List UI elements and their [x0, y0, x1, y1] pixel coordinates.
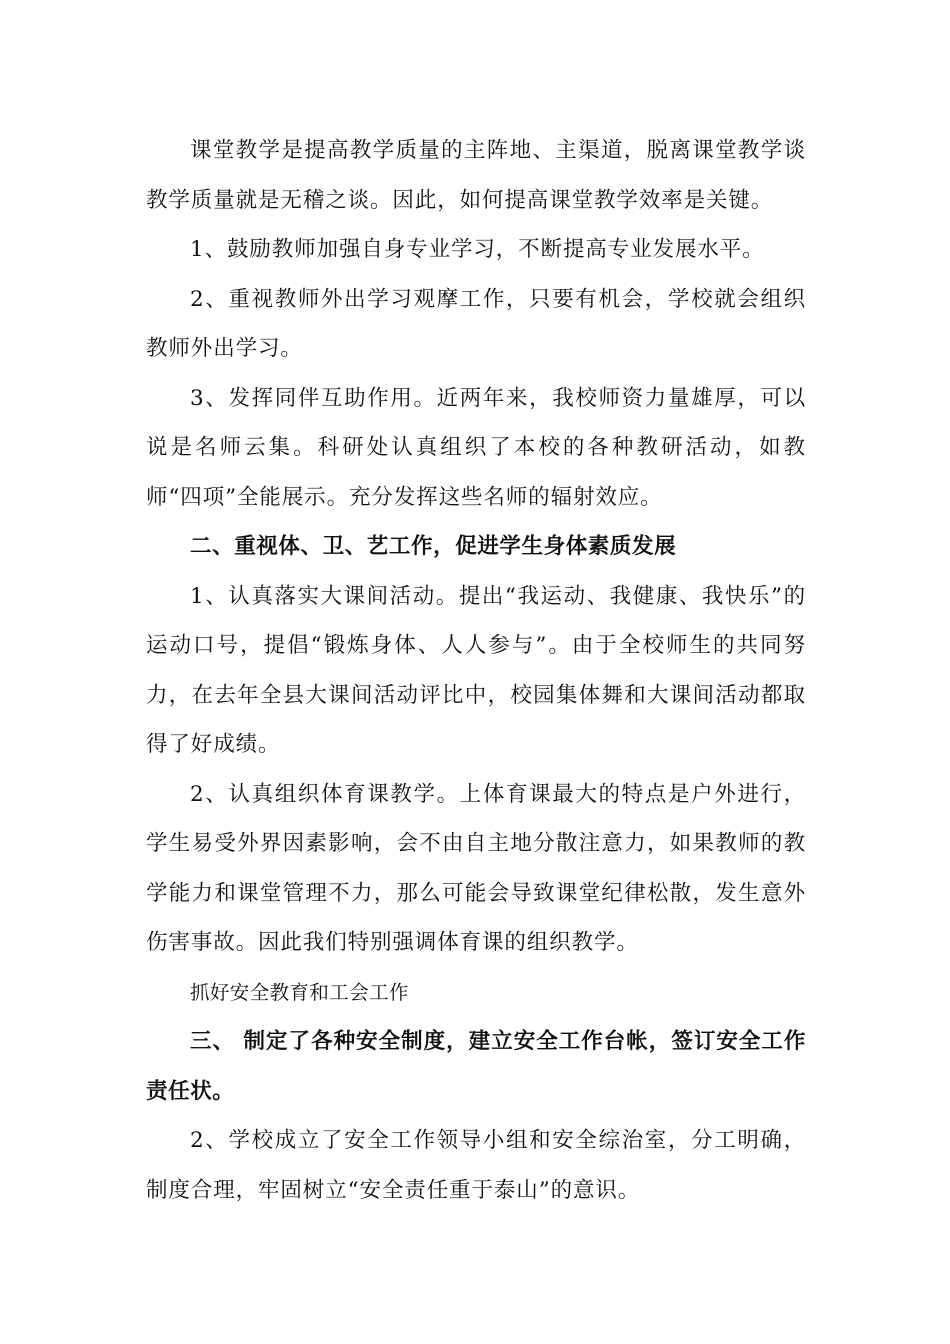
section-heading-3: 三、 制定了各种安全制度，建立安全工作台帐，签订安全工作责任状。 — [146, 1029, 806, 1104]
paragraph-pe-class: 2、认真组织体育课教学。上体育课最大的特点是户外进行，学生易受外界因素影响，会不由自主地分散注意力，如果教师的教学能力和课堂管理不力，那么可能会导致课堂纪律松散，发生意外伤害事故。因此我们特别强调体育课的组织教学。 — [146, 781, 806, 955]
paragraph-item-1-professional-study: 1、鼓励教师加强自身专业学习，不断提高专业发展水平。 — [190, 237, 765, 262]
paragraph-item-2-external-study: 2、重视教师外出学习观摩工作，只要有机会，学校就会组织教师外出学习。 — [146, 286, 806, 361]
paragraph-safety-group: 2、学校成立了安全工作领导小组和安全综治室，分工明确，制度合理，牢固树立“安全责任重于泰山”的意识。 — [146, 1128, 806, 1203]
paragraph-classroom-teaching: 课堂教学是提高教学质量的主阵地、主渠道，脱离课堂教学谈教学质量就是无稽之谈。因此，如何提高课堂教学效率是关键。 — [146, 138, 806, 213]
document-page — [146, 126, 806, 1215]
section-heading-2: 二、重视体、卫、艺工作，促进学生身体素质发展 — [190, 534, 677, 559]
paragraph-break-activities: 1、认真落实大课间活动。提出“我运动、我健康、我快乐”的运动口号，提倡“锻炼身体、人人参与”。由于全校师生的共同努力，在去年全县大课间活动评比中，校园集体舞和大课间活动都取得了好成绩。 — [146, 583, 806, 757]
subheading-safety-union: 抓好安全教育和工会工作 — [190, 980, 409, 1004]
paragraph-item-3-peer-support: 3、发挥同伴互助作用。近两年来，我校师资力量雄厚，可以说是名师云集。科研处认真组织了本校的各种教研活动，如教师“四项”全能展示。充分发挥这些名师的辐射效应。 — [146, 385, 806, 510]
